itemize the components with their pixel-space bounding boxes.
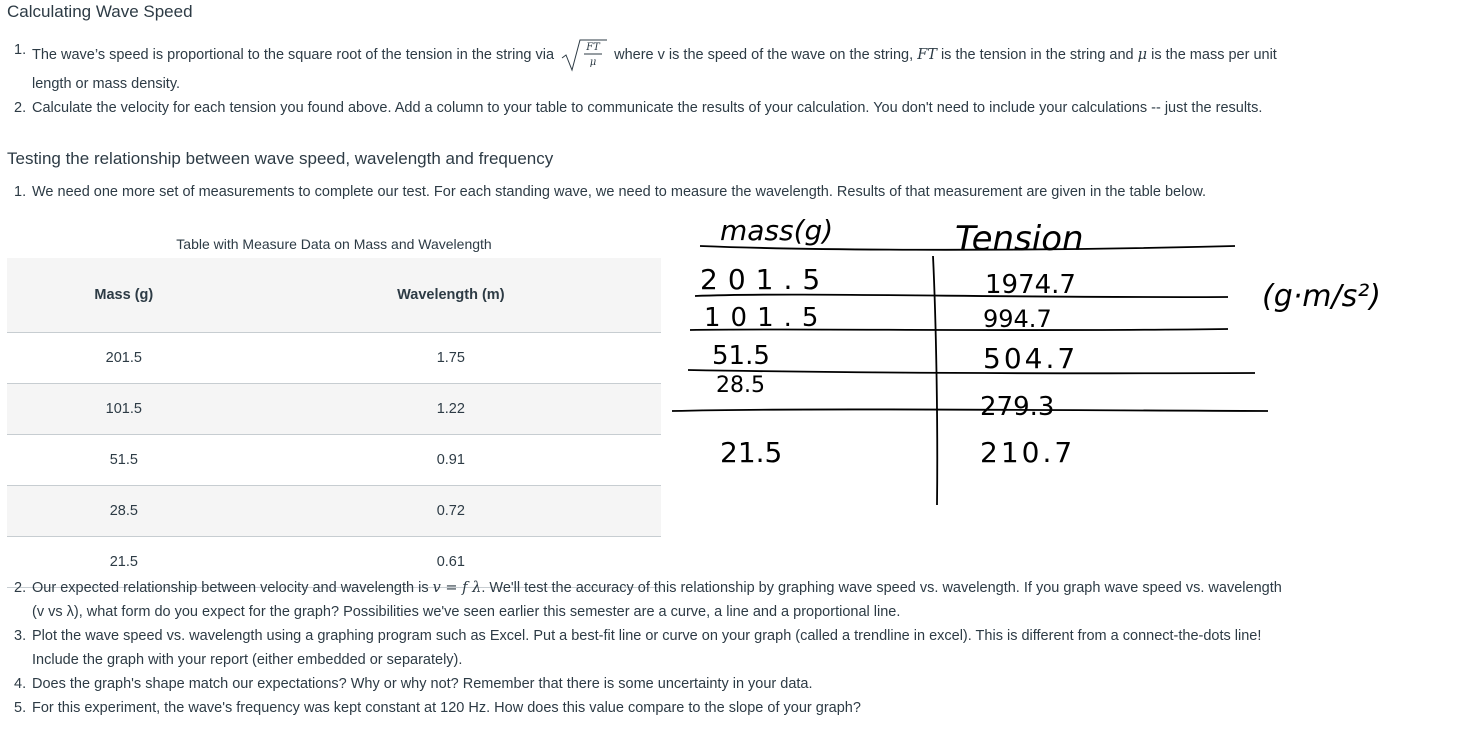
hw-mass-header: mass(g) [720, 214, 834, 247]
formula-denominator: μ [589, 57, 597, 68]
formula-desc-2: is the tension in the string and [940, 46, 1134, 63]
section-title-testing: Testing the relationship between wave speed, wavelength and frequency [7, 149, 554, 168]
list-number: 2. [14, 100, 27, 116]
list-number: 1. [14, 184, 27, 200]
formula-numerator: FT [586, 42, 600, 53]
cell-wavelength: 0.72 [241, 486, 661, 537]
relationship-equation: v = f λ [432, 580, 482, 596]
testing-list-continued [14, 576, 1284, 720]
hw-tension-value: 210.7 [980, 436, 1076, 469]
list-item-text: For this experiment, the wave's frequency was kept constant at 120 Hz. How does this value compare to the slope of your graph? [32, 700, 861, 716]
list-item [14, 624, 1284, 672]
list-item-text: Does the graph's shape match our expectations? Why or why not? Remember that there is some uncertainty in your data. [32, 676, 813, 692]
hw-tension-header: Tension [955, 219, 1084, 259]
handwritten-text [700, 214, 1381, 469]
cell-mass: 28.5 [7, 486, 241, 537]
cell-mass: 51.5 [7, 435, 241, 486]
cell-wavelength: 0.61 [241, 537, 661, 588]
hw-tension-value: 504.7 [983, 342, 1079, 375]
tension-symbol: FT [917, 46, 937, 63]
list-item [14, 696, 1284, 720]
table-caption: Table with Measure Data on Mass and Wavelength [176, 236, 492, 252]
section-title-wave-speed: Calculating Wave Speed [7, 2, 193, 21]
list-item-text: We need one more set of measurements to complete our test. For each standing wave, we need to measure the wavelength. Results of that measurement are given in the table below. [32, 184, 1207, 200]
hw-mass-value: 51.5 [712, 341, 770, 371]
hw-tension-value: 279.3 [980, 392, 1055, 422]
list-number: 5. [14, 700, 27, 716]
column-header-mass: Mass (g) [7, 258, 241, 333]
hw-mass-value: 28.5 [716, 373, 765, 398]
hw-tension-value: 1974.7 [985, 270, 1076, 300]
relationship-intro: Our expected relationship between velocity and wavelength is [32, 580, 429, 596]
list-item-text: Plot the wave speed vs. wavelength using a graphing program such as Excel. Put a best-fit line or curve on your graph (called a trendline in excel). This is different from a connect-the-dots line! Include the graph with your report (either embedded or separately). [32, 628, 1262, 668]
list-number: 4. [14, 676, 27, 692]
list-item [14, 576, 1284, 624]
hw-tension-value: 994.7 [983, 305, 1052, 333]
hw-mass-value: 201.5 [700, 263, 831, 296]
hw-mass-value: 101.5 [704, 303, 829, 333]
formula-desc-1: where v is the speed of the wave on the string, [614, 46, 914, 63]
list-item-text [32, 576, 1284, 624]
list-item [14, 672, 1284, 696]
cell-mass: 21.5 [7, 537, 241, 588]
list-number: 2. [14, 580, 27, 596]
hw-units: (g·m/s²) [1262, 279, 1381, 314]
cell-wavelength: 1.22 [241, 384, 661, 435]
relationship-desc: . We'll test the accuracy of this relationship by graphing wave speed vs. wavelength. If you graph wave speed vs. wavelength (v vs λ), what form do you expect for the graph? Possibilities we've seen earlier this semester are a curve, a line and a proportional line. [32, 580, 1282, 620]
list-number: 1. [14, 42, 27, 58]
cell-mass: 201.5 [7, 333, 241, 384]
cell-wavelength: 0.91 [241, 435, 661, 486]
column-header-wavelength: Wavelength (m) [241, 258, 661, 333]
formula-desc-3: is the mass per unit length or mass density. [32, 46, 1277, 92]
list-number: 3. [14, 628, 27, 644]
formula-intro: The wave’s speed is proportional to the square root of the tension in the string via [32, 46, 555, 63]
mu-symbol: μ [1137, 46, 1148, 63]
hw-mass-value: 21.5 [720, 436, 783, 469]
list-item-text: Calculate the velocity for each tension you found above. Add a column to your table to communicate the results of your calculation. You don't need to include your calculations -- just the results. [32, 100, 1263, 116]
cell-mass: 101.5 [7, 384, 241, 435]
cell-wavelength: 1.75 [241, 333, 661, 384]
